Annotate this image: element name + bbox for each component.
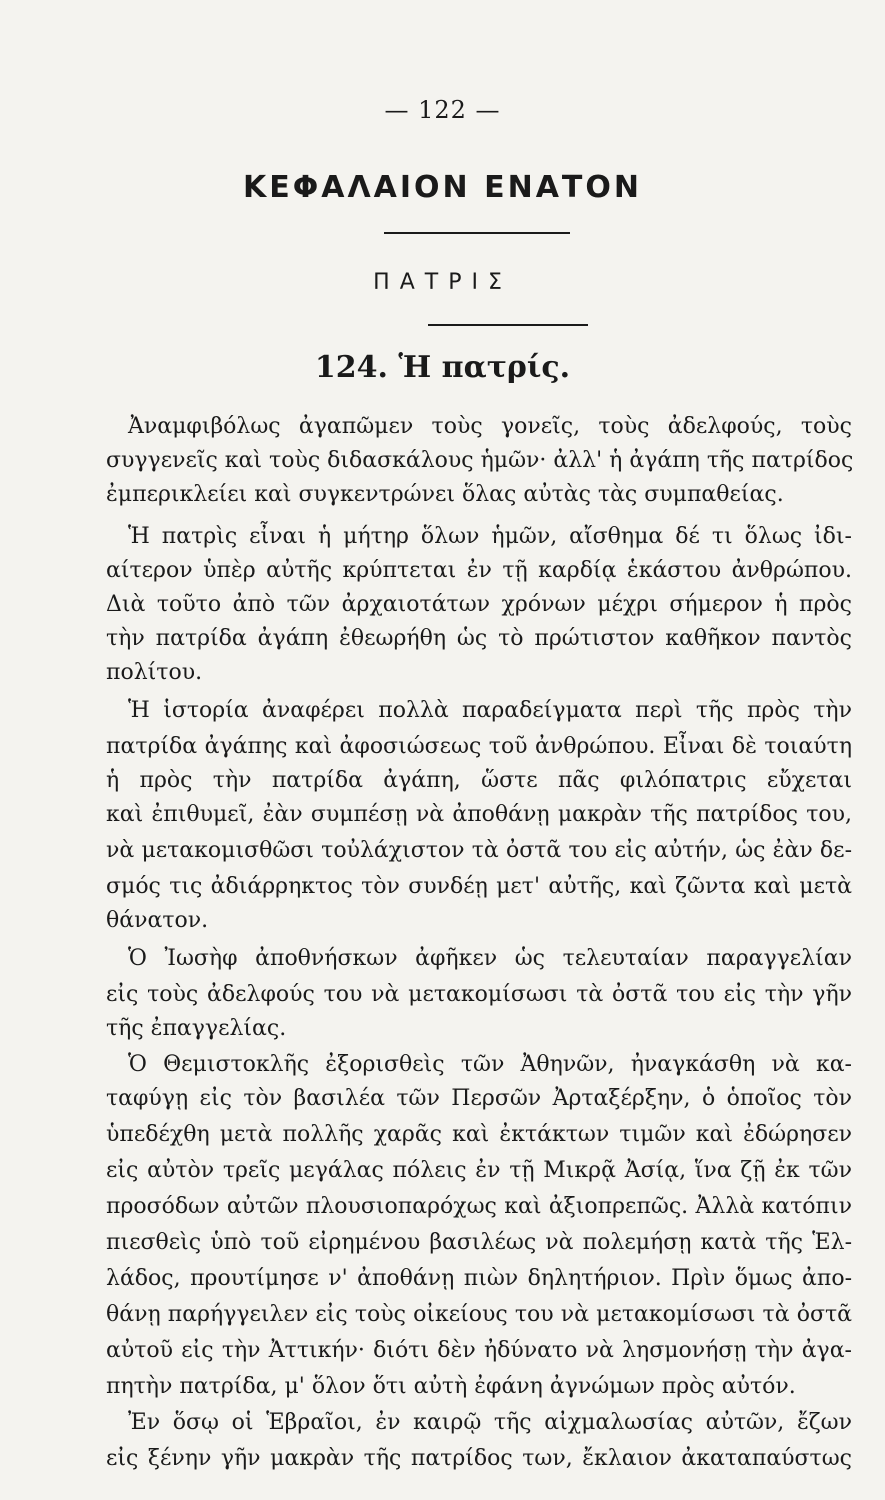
text-line: πιεσθεὶς ὑπὸ τοῦ εἰρημένου βασιλέως νὰ πολεμήσῃ κατὰ τῆς Ἑλ-: [106, 1230, 852, 1255]
text-line: εἰς ξένην γῆν μακρὰν τῆς πατρίδος των, ἔκλαιον ἀκαταπαύστως: [106, 1446, 852, 1471]
text-line: θάνατον.: [106, 908, 209, 933]
text-line: εἰς τοὺς ἀδελφούς του νὰ μετακομίσωσι τὰ ὀστᾶ του εἰς τὴν γῆν: [106, 982, 852, 1007]
text-line: προσόδων αὐτῶν πλουσιοπαρόχως καὶ ἀξιοπρεπῶς. Ἀλλὰ κατόπιν: [106, 1194, 852, 1219]
text-line: καὶ ἐπιθυμεῖ, ἐὰν συμπέσῃ νὰ ἀποθάνῃ μακρὰν τῆς πατρίδος του,: [106, 802, 852, 827]
text-line: ὑπεδέχθη μετὰ πολλῆς χαρᾶς καὶ ἐκτάκτων τιμῶν καὶ ἐδώρησεν: [106, 1122, 852, 1147]
text-line: Ὁ Ἰωσὴφ ἀποθνήσκων ἀφῆκεν ὡς τελευταίαν παραγγελίαν: [128, 946, 852, 971]
text-line: Ἡ ἱστορία ἀναφέρει πολλὰ παραδείγματα περὶ τῆς πρὸς τὴν: [128, 698, 852, 723]
text-line: αίτερον ὑπὲρ αὐτῆς κρύπτεται ἐν τῇ καρδίᾳ ἑκάστου ἀνθρώπου.: [106, 558, 852, 583]
title-rule: [384, 232, 570, 234]
text-line: σμός τις ἀδιάρρηκτος τὸν συνδέῃ μετ' αὐτῆς, καὶ ζῶντα καὶ μετὰ: [106, 874, 852, 899]
text-line: πητὴν πατρίδα, μ' ὅλον ὅτι αὐτὴ ἐφάνη ἀγνώμων πρὸς αὐτόν.: [106, 1374, 796, 1399]
text-line: πολίτου.: [106, 660, 203, 685]
text-line: συγγενεῖς καὶ τοὺς διδασκάλους ἡμῶν· ἀλλ' ἡ ἀγάπη τῆς πατρίδος: [106, 448, 854, 473]
text-line: θάνῃ παρήγγειλεν εἰς τοὺς οἰκείους του νὰ μετακομίσωσι τὰ ὀστᾶ: [106, 1302, 852, 1327]
text-line: τὴν πατρίδα ἀγάπη ἐθεωρήθη ὡς τὸ πρώτιστον καθῆκον παντὸς: [106, 626, 852, 651]
text-line: Ὁ Θεμιστοκλῆς ἐξορισθεὶς τῶν Ἀθηνῶν, ἠναγκάσθη νὰ κα-: [128, 1052, 852, 1077]
text-line: αὐτοῦ εἰς τὴν Ἀττικήν· διότι δὲν ἠδύνατο νὰ λησμονήσῃ τὴν ἀγα-: [106, 1338, 852, 1363]
text-line: τῆς ἐπαγγελίας.: [106, 1016, 287, 1041]
text-line: εἰς αὐτὸν τρεῖς μεγάλας πόλεις ἐν τῇ Μικρᾷ Ἀσίᾳ, ἵνα ζῇ ἐκ τῶν: [106, 1158, 852, 1183]
text-line: Ἀναμφιβόλως ἀγαπῶμεν τοὺς γονεῖς, τοὺς ἀδελφούς, τοὺς: [128, 414, 852, 439]
text-line: πατρίδα ἀγάπης καὶ ἀφοσιώσεως τοῦ ἀνθρώπου. Εἶναι δὲ τοιαύτη: [106, 734, 852, 759]
page-number: — 122 —: [384, 96, 501, 124]
text-line: Ἡ πατρὶς εἶναι ἡ μήτηρ ὅλων ἡμῶν, αἴσθημα δέ τι ὅλως ἰδι-: [128, 524, 852, 549]
subsection-title: 124. Ἡ πατρίς.: [314, 350, 571, 385]
text-line: ἡ πρὸς τὴν πατρίδα ἀγάπη, ὥστε πᾶς φιλόπατρις εὔχεται: [106, 768, 852, 793]
text-line: λάδος, προυτίμησε ν' ἀποθάνῃ πιὼν δηλητήριον. Πρὶν ὅμως ἀπο-: [106, 1266, 852, 1291]
text-line: Διὰ τοῦτο ἀπὸ τῶν ἀρχαιοτάτων χρόνων μέχρι σήμερον ἡ πρὸς: [106, 592, 852, 617]
section-title: ΠΑΤΡΙΣ: [373, 270, 512, 295]
text-line: ταφύγῃ εἰς τὸν βασιλέα τῶν Περσῶν Ἀρταξέρξην, ὁ ὁποῖος τὸν: [106, 1086, 852, 1111]
section-rule: [428, 324, 588, 326]
text-line: ἐμπερικλείει καὶ συγκεντρώνει ὅλας αὐτὰς τὰς συμπαθείας.: [106, 482, 784, 507]
chapter-title: ΚΕΦΑΛΑΙΟΝ ΕΝΑΤΟΝ: [242, 170, 642, 205]
text-line: νὰ μετακομισθῶσι τοὐλάχιστον τὰ ὀστᾶ του εἰς αὐτήν, ὡς ἐὰν δε-: [106, 838, 852, 863]
text-line: Ἐν ὅσῳ οἱ Ἑβραῖοι, ἐν καιρῷ τῆς αἰχμαλωσίας αὐτῶν, ἔζων: [128, 1410, 852, 1435]
